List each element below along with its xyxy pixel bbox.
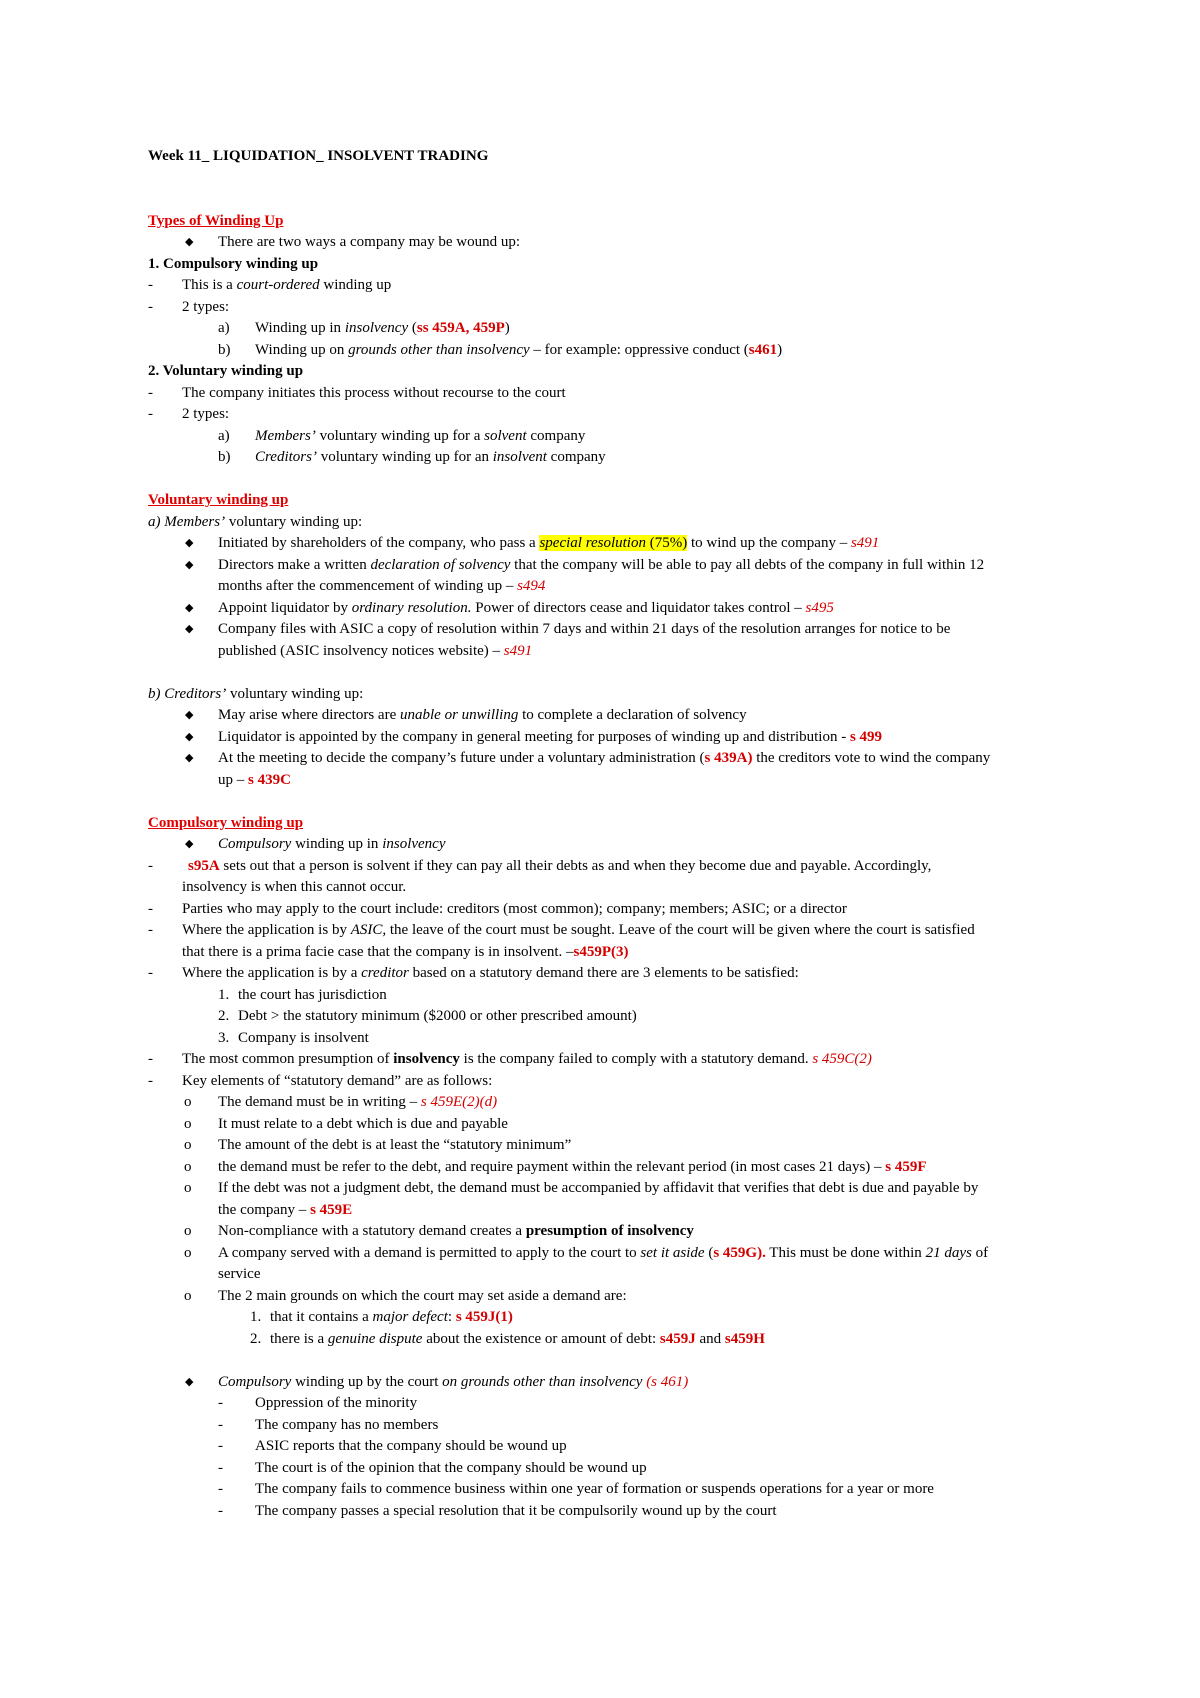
list-item — [148, 963, 1068, 985]
text: up – — [218, 771, 248, 788]
text: on grounds other than insolvency — [442, 1373, 643, 1390]
text: ordinary resolution. — [351, 599, 472, 616]
text: insolvency — [344, 320, 409, 336]
text: winding up — [319, 277, 392, 293]
text: based on a statutory demand there are 3 elements to be satisfied: — [408, 965, 799, 981]
text: published (ASIC insolvency notices website) – — [218, 642, 504, 659]
circle-marker: o — [184, 1137, 192, 1153]
dash-marker: - — [148, 406, 153, 422]
list-item — [148, 447, 1068, 469]
section-ref: ss 459A, 459P — [416, 320, 505, 336]
section-ref: s 459E(2)(d) — [420, 1094, 498, 1110]
circle-marker: o — [184, 1244, 192, 1261]
text: b) Creditors’ — [148, 685, 227, 702]
text: and — [695, 1330, 725, 1347]
text: : — [447, 1309, 456, 1325]
section-ref: s459J — [659, 1330, 696, 1347]
list-item — [148, 920, 1068, 942]
section-ref: s495 — [805, 599, 834, 616]
list-marker: b) — [218, 449, 231, 465]
list-item — [148, 705, 1068, 727]
text: Company is insolvent — [238, 1029, 369, 1046]
list-marker: 1. — [218, 986, 230, 1003]
section-ref: s 459G). — [713, 1244, 766, 1261]
section-ref: s461 — [748, 341, 778, 358]
list-item — [148, 555, 1068, 577]
section-ref: s459H — [724, 1330, 765, 1347]
text: sets out that a person is solvent if they can pay all their debts as and when they become due and payable. Accordingly, — [219, 857, 932, 874]
list-item — [148, 598, 1068, 620]
dash-marker: - — [148, 298, 153, 315]
text: The court is of the opinion that the company should be wound up — [255, 1459, 647, 1476]
section-ref: s491 — [850, 535, 880, 551]
text: May arise where directors are — [218, 707, 400, 723]
text: There are two ways a company may be wound up: — [218, 234, 520, 250]
text: insolvency — [382, 836, 446, 852]
dash-marker: - — [148, 1051, 153, 1067]
text: about the existence or amount of debt: — [422, 1330, 660, 1347]
list-item-continuation — [148, 877, 1068, 899]
text: voluntary winding up for an — [316, 449, 493, 465]
section-ref: s491 — [503, 642, 533, 659]
text: service — [218, 1266, 261, 1282]
list-item — [148, 619, 1068, 641]
subheading-creditors — [148, 684, 1068, 706]
list-item-continuation — [148, 942, 1068, 964]
text: Oppression of the minority — [255, 1395, 418, 1411]
circle-marker: o — [184, 1158, 192, 1175]
list-item — [148, 383, 1068, 405]
list-item — [148, 275, 1068, 297]
dash-marker: - — [148, 965, 153, 981]
section-ref: s 439C — [248, 771, 291, 788]
list-marker: 1. — [250, 1309, 262, 1325]
text: insolvency is when this cannot occur. — [182, 879, 407, 895]
list-item — [148, 834, 1068, 856]
bullet-icon: ◆ — [185, 752, 194, 764]
text: insolvency — [393, 1051, 460, 1067]
section-ref: s459P(3) — [573, 943, 629, 960]
text: Directors make a written — [218, 556, 371, 573]
text: company — [546, 449, 606, 465]
text: the leave of the court must be sought. Leave of the court will be given where the court is satisfied — [386, 922, 975, 938]
subheading-voluntary: 2. Voluntary winding up — [148, 363, 304, 379]
text: The most common presumption of — [182, 1051, 394, 1067]
text: The demand must be in writing – — [218, 1094, 421, 1110]
text: It must relate to a debt which is due and payable — [218, 1115, 508, 1132]
list-item — [148, 856, 1068, 878]
dash-marker: - — [218, 1481, 223, 1497]
list-item — [148, 1286, 1068, 1308]
section-ref: s 439A) — [704, 750, 753, 766]
section-ref: s 459F — [885, 1158, 927, 1175]
text: is the company failed to comply with a statutory demand. — [459, 1051, 813, 1067]
text: a) Members’ — [148, 513, 226, 530]
dash-marker: - — [148, 1072, 153, 1089]
highlight-text: (75%) — [645, 535, 688, 551]
list-item — [148, 1114, 1068, 1136]
text: company — [526, 427, 586, 444]
list-marker: b) — [218, 341, 231, 358]
section-heading-voluntary: Voluntary winding up — [148, 492, 289, 508]
dash-marker: - — [148, 384, 153, 401]
dash-marker: - — [218, 1502, 223, 1519]
text: unable or unwilling — [400, 707, 519, 723]
text: there is a — [270, 1330, 328, 1347]
text: creditor — [361, 965, 409, 981]
list-item — [148, 1372, 1068, 1394]
list-item — [148, 318, 1068, 340]
list-item — [148, 1071, 1068, 1093]
bullet-icon: ◆ — [185, 623, 194, 635]
text: court-ordered — [236, 277, 320, 293]
text: voluntary winding up for a — [315, 427, 485, 444]
text: major defect — [372, 1309, 448, 1325]
bullet-icon: ◆ — [185, 838, 194, 850]
dash-marker: - — [148, 922, 153, 938]
text: ( — [408, 320, 417, 336]
list-item-continuation — [148, 641, 1068, 663]
text: Winding up in — [255, 320, 345, 336]
section-ref: s 459J(1) — [455, 1309, 513, 1325]
text: If the debt was not a judgment debt, the demand must be accompanied by affidavit that verifies that debt is due and payable by — [218, 1180, 979, 1196]
list-item — [148, 426, 1068, 448]
text: Initiated by shareholders of the company, who pass a — [218, 535, 540, 551]
text: Compulsory — [218, 836, 292, 852]
section-ref: s494 — [517, 578, 546, 594]
circle-marker: o — [184, 1180, 192, 1196]
text: Parties who may apply to the court include: creditors (most common); company; members; ASIC; or a director — [182, 900, 847, 917]
dash-marker: - — [148, 277, 153, 293]
text: voluntary winding up: — [225, 513, 363, 530]
bullet-icon: ◆ — [185, 1375, 194, 1388]
bullet-icon: ◆ — [185, 709, 194, 721]
list-item — [148, 1307, 1068, 1329]
list-item — [148, 1436, 1068, 1458]
list-marker: 2. — [250, 1330, 262, 1347]
subheading-compulsory: 1. Compulsory winding up — [148, 255, 319, 272]
text: set it aside — [640, 1244, 705, 1261]
text: the creditors vote to wind the company — [752, 750, 991, 766]
document-title: Week 11_ LIQUIDATION_ INSOLVENT TRADING — [148, 148, 489, 164]
text: Where the application is by — [182, 922, 351, 938]
list-item — [148, 1006, 1068, 1028]
section-ref: s 499 — [849, 728, 883, 745]
highlight-text: special resolution — [539, 535, 646, 551]
dash-marker: - — [148, 857, 153, 874]
text: the company – — [218, 1201, 311, 1218]
dash-marker: - — [218, 1459, 223, 1476]
text: Members’ — [255, 427, 316, 444]
circle-marker: o — [184, 1287, 192, 1304]
list-item-continuation — [148, 770, 1068, 792]
text: Company files with ASIC a copy of resolution within 7 days and within 21 days of the resolution arranges for notice to be — [218, 621, 951, 637]
text: The company initiates this process without recourse to the court — [182, 384, 566, 401]
text: The company fails to commence business within one year of formation or suspends operations for a year or more — [255, 1481, 934, 1497]
text: Appoint liquidator by — [218, 599, 352, 616]
text: Debt > the statutory minimum ($2000 or other prescribed amount) — [238, 1008, 637, 1024]
list-item — [148, 899, 1068, 921]
list-item — [148, 297, 1068, 319]
list-item — [148, 404, 1068, 426]
text: solvent — [484, 427, 527, 444]
text: The company passes a special resolution that it be compulsorily wound up by the court — [255, 1502, 777, 1519]
bullet-icon: ◆ — [185, 730, 194, 743]
text: that the company will be able to pay all debts of the company in full within 12 — [510, 556, 985, 573]
list-marker: 2. — [218, 1008, 230, 1024]
list-item — [148, 1458, 1068, 1480]
text: ) — [504, 320, 510, 336]
text: ASIC, — [350, 922, 387, 938]
text: This must be done within — [765, 1244, 926, 1261]
text: Where the application is by a — [182, 965, 362, 981]
list-marker: a) — [218, 427, 230, 444]
list-item — [148, 1178, 1068, 1200]
list-item — [148, 727, 1068, 749]
text: The company has no members — [255, 1416, 439, 1433]
text: Creditors’ — [255, 449, 317, 465]
list-item — [148, 1092, 1068, 1114]
list-item — [148, 1221, 1068, 1243]
text: The 2 main grounds on which the court may set aside a demand are: — [218, 1287, 627, 1304]
text: voluntary winding up: — [226, 685, 364, 702]
list-item — [148, 1329, 1068, 1351]
bullet-icon: ◆ — [185, 558, 194, 571]
bullet-icon: ◆ — [185, 601, 194, 614]
text: winding up by the court — [291, 1373, 443, 1390]
text: At the meeting to decide the company’s future under a voluntary administration ( — [218, 750, 705, 766]
text: A company served with a demand is permitted to apply to the court to — [218, 1244, 641, 1261]
section-heading-compulsory: Compulsory winding up — [148, 814, 304, 831]
text: that there is a prima facie case that the company is in insolvent. – — [182, 943, 574, 960]
list-item — [148, 1415, 1068, 1437]
list-item — [148, 1135, 1068, 1157]
text: 2 types: — [182, 298, 230, 315]
list-item — [148, 1049, 1068, 1071]
text: – for example: oppressive conduct ( — [529, 341, 749, 358]
document-body — [148, 146, 1068, 1522]
bullet-icon: ◆ — [185, 537, 194, 549]
dash-marker: - — [218, 1395, 223, 1411]
list-item — [148, 1243, 1068, 1265]
bullet-icon: ◆ — [185, 236, 194, 248]
section-heading-types: Types of Winding Up — [148, 212, 284, 229]
list-item — [148, 985, 1068, 1007]
text: grounds other than insolvency — [348, 341, 530, 358]
section-ref: s 459E — [310, 1201, 353, 1218]
dash-marker: - — [218, 1438, 223, 1454]
list-item-continuation — [148, 576, 1068, 598]
subheading-members — [148, 512, 1068, 534]
text: the court has jurisdiction — [238, 986, 387, 1003]
text: Key elements of “statutory demand” are as follows: — [182, 1072, 493, 1089]
text: Non-compliance with a statutory demand creates a — [218, 1223, 526, 1239]
section-ref: s95A — [188, 857, 220, 874]
list-item — [148, 533, 1068, 555]
text: to complete a declaration of solvency — [518, 707, 747, 723]
text: Winding up on — [255, 341, 349, 358]
list-item — [148, 232, 1068, 254]
dash-marker: - — [218, 1416, 223, 1433]
text: to wind up the company – — [687, 535, 851, 551]
text: months after the commencement of winding up – — [218, 578, 518, 594]
text: Liquidator is appointed by the company in general meeting for purposes of winding up and distribution - — [218, 728, 850, 745]
list-item-continuation — [148, 1200, 1068, 1222]
circle-marker: o — [184, 1094, 192, 1110]
circle-marker: o — [184, 1115, 192, 1132]
text: that it contains a — [270, 1309, 373, 1325]
list-item — [148, 1501, 1068, 1523]
section-ref: (s 461) — [642, 1373, 689, 1390]
section-ref: s 459C(2) — [812, 1051, 872, 1067]
text: 2 types: — [182, 406, 230, 422]
list-item — [148, 1028, 1068, 1050]
text: genuine dispute — [327, 1330, 423, 1347]
dash-marker: - — [148, 900, 153, 917]
text: 21 days — [925, 1244, 972, 1261]
text: This is a — [182, 277, 237, 293]
list-marker: 3. — [218, 1029, 230, 1046]
text: ( — [704, 1244, 714, 1261]
list-marker: a) — [218, 320, 230, 336]
list-item — [148, 340, 1068, 362]
text: of — [971, 1244, 989, 1261]
text: The amount of the debt is at least the “statutory minimum” — [218, 1137, 572, 1153]
text: declaration of solvency — [370, 556, 511, 573]
text: presumption of insolvency — [525, 1223, 694, 1239]
text: insolvent — [492, 449, 547, 465]
list-item — [148, 1157, 1068, 1179]
list-item — [148, 1393, 1068, 1415]
text: Power of directors cease and liquidator takes control – — [471, 599, 806, 616]
text: winding up in — [291, 836, 383, 852]
circle-marker: o — [184, 1223, 192, 1239]
text: Compulsory — [218, 1373, 292, 1390]
list-item — [148, 1479, 1068, 1501]
text: the demand must be refer to the debt, and require payment within the relevant period (in most cases 21 days) – — [218, 1158, 886, 1175]
text: ) — [777, 341, 783, 358]
list-item — [148, 748, 1068, 770]
text: ASIC reports that the company should be wound up — [255, 1438, 567, 1454]
list-item-continuation — [148, 1264, 1068, 1286]
